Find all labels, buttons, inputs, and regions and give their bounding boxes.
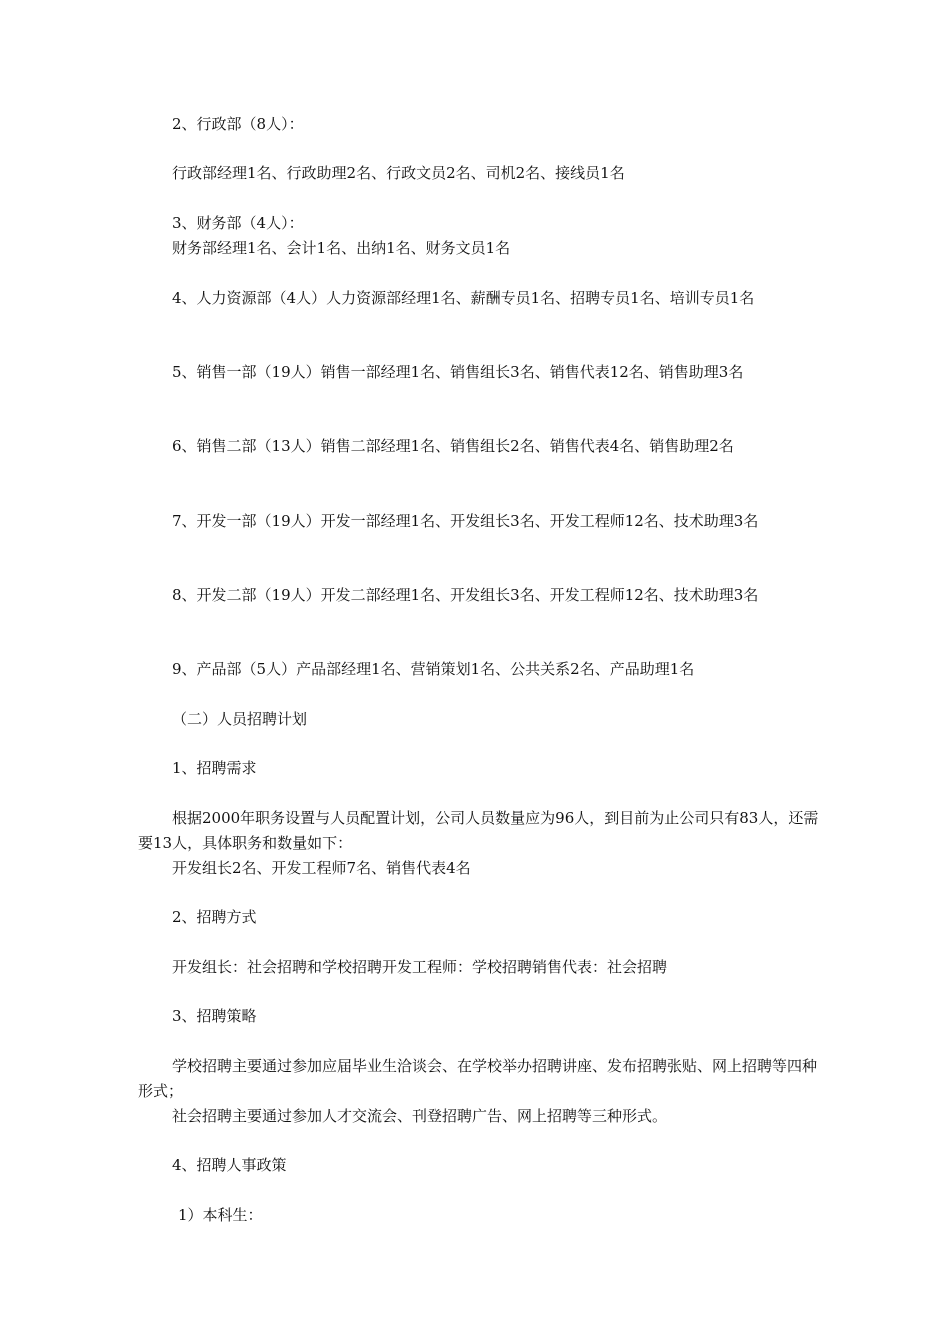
paragraph-sales-dept-1: 5、销售一部（19人）销售一部经理1名、销售组长3名、销售代表12名、销售助理3名 [172, 363, 744, 381]
paragraph-admin-staff: 行政部经理1名、行政助理2名、行政文员2名、司机2名、接线员1名 [172, 164, 625, 182]
paragraph-needs-detail: 根据2000年职务设置与人员配置计划，公司人员数量应为96人，到目前为止公司只有83人，还需要13人，具体职务和数量如下： [138, 809, 819, 852]
section-heading-finance: 3、财务部（4人）： [172, 214, 304, 232]
section-heading-methods: 2、招聘方式 [172, 908, 257, 926]
paragraph-needs-positions: 开发组长2名、开发工程师7名、销售代表4名 [172, 859, 471, 877]
section-heading-recruitment-plan: （二）人员招聘计划 [172, 710, 308, 728]
paragraph-dev-dept-2: 8、开发二部（19人）开发二部经理1名、开发组长3名、开发工程师12名、技术助理3名 [172, 586, 759, 604]
section-heading-strategy: 3、招聘策略 [172, 1007, 257, 1025]
paragraph-hr-dept: 4、人力资源部（4人）人力资源部经理1名、薪酬专员1名、招聘专员1名、培训专员1名 [172, 289, 755, 307]
paragraph-sales-dept-2: 6、销售二部（13人）销售二部经理1名、销售组长2名、销售代表4名、销售助理2名 [172, 437, 734, 455]
section-heading-admin: 2、行政部（8人）： [172, 115, 304, 133]
subheading-undergraduate: 1）本科生： [178, 1206, 263, 1224]
section-heading-policy: 4、招聘人事政策 [172, 1156, 287, 1174]
paragraph-dev-dept-1: 7、开发一部（19人）开发一部经理1名、开发组长3名、开发工程师12名、技术助理3名 [172, 512, 759, 530]
section-heading-needs: 1、招聘需求 [172, 759, 257, 777]
paragraph-campus-strategy: 学校招聘主要通过参加应届毕业生洽谈会、在学校举办招聘讲座、发布招聘张贴、网上招聘等四种形式； [138, 1057, 818, 1100]
paragraph-social-strategy: 社会招聘主要通过参加人才交流会、刊登招聘广告、网上招聘等三种形式。 [172, 1107, 668, 1125]
paragraph-methods-detail: 开发组长：社会招聘和学校招聘开发工程师：学校招聘销售代表：社会招聘 [172, 958, 668, 976]
paragraph-product-dept: 9、产品部（5人）产品部经理1名、营销策划1名、公共关系2名、产品助理1名 [172, 660, 695, 678]
paragraph-finance-staff: 财务部经理1名、会计1名、出纳1名、财务文员1名 [172, 239, 511, 257]
